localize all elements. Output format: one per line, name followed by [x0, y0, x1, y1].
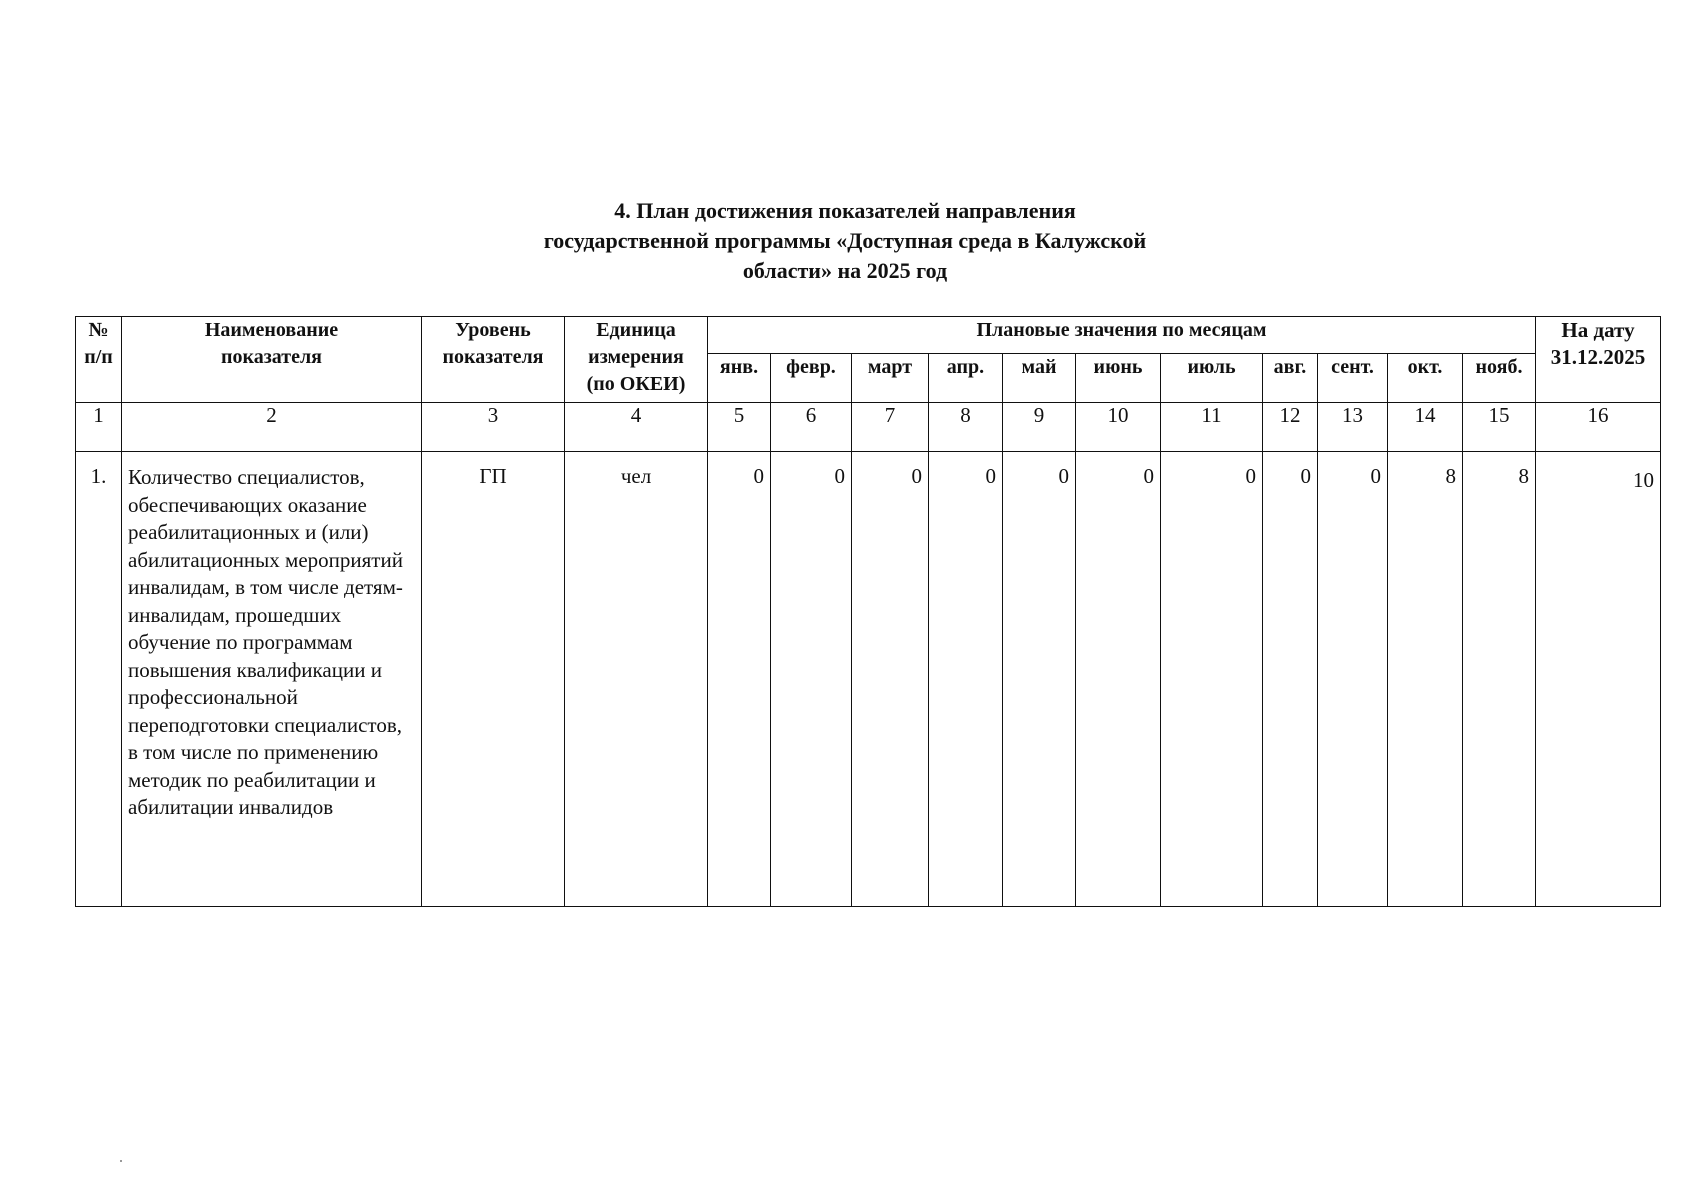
month-header: июль [1161, 354, 1263, 403]
column-number: 2 [122, 403, 422, 452]
value-oct: 8 [1388, 452, 1463, 907]
value-mar: 0 [852, 452, 929, 907]
value-jul: 0 [1161, 452, 1263, 907]
month-header: нояб. [1463, 354, 1536, 403]
value-feb: 0 [771, 452, 852, 907]
value-total: 10 [1536, 452, 1661, 907]
value-sep: 0 [1318, 452, 1388, 907]
column-number: 6 [771, 403, 852, 452]
column-number: 1 [76, 403, 122, 452]
column-number-row [76, 403, 1661, 452]
indicator-level: ГП [422, 452, 565, 907]
title-line-3: области» на 2025 год [742, 258, 948, 283]
value-may: 0 [1003, 452, 1076, 907]
table-row [76, 452, 1661, 907]
value-aug: 0 [1263, 452, 1318, 907]
header-no: № п/п [76, 317, 122, 403]
indicator-name: Количество специалистов, обеспечивающих оказание реабилитационных и (или) абилитационных мероприятий инвалидам, в том числе детям-инвалидам, прошедших обучение по программам повышения квалификации и профессиональной переподготовки специалистов, в том числе по применению методик по реабилитации и абилитации инвалидов [122, 452, 422, 907]
row-number: 1. [76, 452, 122, 907]
plan-table [75, 316, 1661, 907]
month-header: июнь [1076, 354, 1161, 403]
header-level: Уровень показателя [422, 317, 565, 403]
column-number: 5 [708, 403, 771, 452]
column-number: 10 [1076, 403, 1161, 452]
column-number: 15 [1463, 403, 1536, 452]
month-header: янв. [708, 354, 771, 403]
value-apr: 0 [929, 452, 1003, 907]
header-unit: Единица измерения (по ОКЕИ) [565, 317, 708, 403]
month-header: май [1003, 354, 1076, 403]
month-header: окт. [1388, 354, 1463, 403]
column-number: 9 [1003, 403, 1076, 452]
column-number: 11 [1161, 403, 1263, 452]
header-monthly: Плановые значения по месяцам [708, 317, 1536, 354]
column-number: 8 [929, 403, 1003, 452]
document-title [430, 196, 1260, 286]
column-number: 4 [565, 403, 708, 452]
value-nov: 8 [1463, 452, 1536, 907]
column-number: 12 [1263, 403, 1318, 452]
month-header: авг. [1263, 354, 1318, 403]
month-header: февр. [771, 354, 852, 403]
title-line-1: 4. План достижения показателей направления [614, 198, 1076, 223]
value-jan: 0 [708, 452, 771, 907]
column-number: 14 [1388, 403, 1463, 452]
month-header: март [852, 354, 929, 403]
column-number: 7 [852, 403, 929, 452]
title-line-2: государственной программы «Доступная среда в Калужской [543, 228, 1147, 253]
month-header: апр. [929, 354, 1003, 403]
header-name: Наименование показателя [122, 317, 422, 403]
indicator-unit: чел [565, 452, 708, 907]
month-header: сент. [1318, 354, 1388, 403]
column-number: 16 [1536, 403, 1661, 452]
value-jun: 0 [1076, 452, 1161, 907]
column-number: 3 [422, 403, 565, 452]
column-number: 13 [1318, 403, 1388, 452]
scan-speck [120, 1160, 122, 1162]
header-total: На дату 31.12.2025 [1536, 317, 1661, 403]
